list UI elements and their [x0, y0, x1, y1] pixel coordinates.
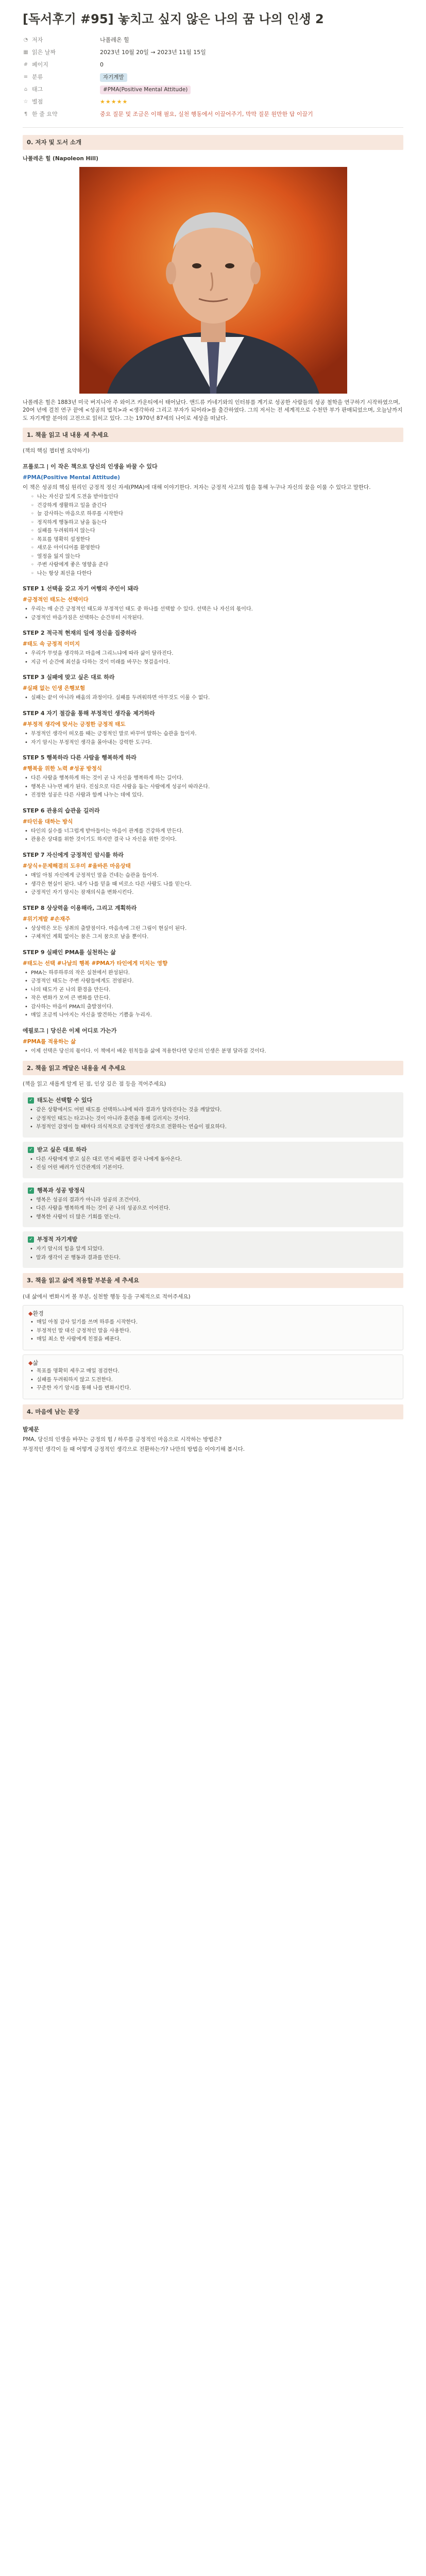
apply-block: [23, 1354, 403, 1399]
step-item: • 행복은 나누면 배가 된다. 진심으로 다른 사람을 돕는 사람에게 성공이 따라온다.: [23, 784, 403, 791]
step-item: • 상상력은 모든 성취의 출발점이다. 마음속에 그린 그림이 현실이 된다.: [23, 925, 403, 933]
apply-intro: (내 삶에서 변화시켜 볼 부분, 실천할 행동 등을 구체적으로 적어주세요): [23, 1293, 191, 1300]
check-icon: ✓: [28, 1147, 34, 1153]
properties: [23, 35, 403, 121]
property-value: [100, 110, 403, 118]
learn-item: • 진심 어린 배려가 인간관계의 기본이다.: [28, 1164, 398, 1172]
property-value: [100, 36, 403, 44]
property-name: [23, 61, 100, 69]
step-list: [23, 731, 403, 747]
step-item: • 구체적인 계획 없이는 꿈은 그저 꿈으로 남을 뿐이다.: [23, 934, 403, 941]
learn-item: • 자기 암시의 힘을 알게 되었다.: [28, 1246, 398, 1253]
apply-title: [28, 1310, 398, 1318]
learn-title: [28, 1187, 398, 1195]
pma-item: ◦ 주변 사람에게 좋은 영향을 준다: [23, 562, 403, 569]
author-photo: [79, 167, 347, 394]
property-name: [23, 98, 100, 106]
apply-title-text: 환경: [32, 1310, 44, 1317]
section-learn: 2. 책을 읽고 깨달은 내용을 세 추세요: [23, 1061, 403, 1076]
step-tag: #타인을 대하는 방식: [23, 818, 73, 825]
apply-items: [28, 1319, 398, 1344]
step-title: STEP 2 적극적 현재의 일에 정신을 집중하라: [23, 630, 137, 637]
property-label: 분류: [32, 74, 43, 81]
pma-item: ◦ 열정을 잃지 않는다: [23, 553, 403, 561]
learn-callout: [23, 1182, 403, 1227]
step-title: STEP 5 행복하라 다른 사람을 행복하게 하라: [23, 754, 137, 761]
author-bio: 나폴레온 힐은 1883년 미국 버지니아 주 와이즈 카운티에서 태어났다. 앤드류 카네기와의 인터뷰를 계기로 성공한 사람들의 성공 철학을 연구하기 시작하였으며, 20여 년에 걸친 연구 끝에 <성공의 법칙>과 <생각하라 그리고 부자가 되어라>를 출간하였다. 그의 저서는 전 세계적으로 수천만 부가 판매되었으며, 오늘날까지도 자기계발 분야의 고전으로 읽히고 있다. 그는 1970년 87세의 나이로 세상을 떠났다.: [23, 399, 403, 421]
steps: [23, 585, 403, 1020]
learn-item: • 다른 사람을 행복하게 하는 것이 곧 나의 성공으로 이어진다.: [28, 1205, 398, 1213]
property-text: 나폴레온 힐: [100, 37, 129, 44]
step-item: • 작은 변화가 모여 큰 변화를 만든다.: [23, 995, 403, 1003]
property-label: 읽은 날짜: [32, 49, 56, 56]
apply-list: [23, 1305, 403, 1399]
step-title: STEP 7 자신에게 긍정적인 암시를 하라: [23, 851, 124, 858]
property-name: [23, 86, 100, 94]
learn-item: • 같은 상황에서도 어떤 태도를 선택하느냐에 따라 결과가 달라진다는 것을 깨달았다.: [28, 1107, 398, 1114]
category-tag[interactable]: 자기계발: [100, 73, 127, 82]
learn-callout: [23, 1142, 403, 1178]
property-label: 저자: [32, 37, 43, 44]
tag-icon: ⌂: [24, 87, 28, 93]
author-title: 나폴레온 힐 (Napoleon Hill): [23, 155, 98, 162]
learn-callout: [23, 1231, 403, 1268]
property-row: [23, 109, 403, 121]
step-tag: #태도 속 긍정적 이미지: [23, 641, 80, 648]
property-name: [23, 48, 100, 57]
step-list: [23, 650, 403, 666]
apply-item: • 매일 최소 한 사람에게 친절을 베푼다.: [28, 1336, 398, 1344]
pma-item: ◦ 정직하게 행동하고 남을 돕는다: [23, 519, 403, 527]
property-name: [23, 36, 100, 44]
property-text: 0: [100, 61, 104, 69]
property-value: [100, 98, 403, 106]
step-list: [23, 925, 403, 941]
property-name: [23, 73, 100, 81]
check-icon: ✓: [28, 1236, 34, 1243]
property-value: [100, 61, 403, 69]
step-item: • 생각은 현실이 된다. 내가 나를 믿을 때 비로소 다른 사람도 나를 믿는다.: [23, 881, 403, 889]
pma-item: ◦ 실패를 두려워하지 않는다: [23, 528, 403, 535]
property-value: [100, 73, 403, 82]
prologue-title: 프롤로그 | 이 작은 책으로 당신의 인생을 바꿀 수 있다: [23, 463, 158, 470]
step-item: • 부정적인 생각이 떠오를 때는 긍정적인 말로 바꾸어 말하는 습관을 들이자.: [23, 731, 403, 738]
learn-item: • 긍정적인 태도는 타고나는 것이 아니라 훈련을 통해 길러지는 것이다.: [28, 1115, 398, 1123]
learn-title-text: 받고 싶은 대로 하라: [37, 1146, 87, 1153]
learn-callout: [23, 1092, 403, 1137]
property-value: [100, 48, 403, 57]
step-item: • 지금 이 순간에 최선을 다하는 것이 미래를 바꾸는 첫걸음이다.: [23, 659, 403, 667]
step-item: • 우리는 매 순간 긍정적인 태도와 부정적인 태도 중 하나를 선택할 수 있다. 선택은 나 자신의 몫이다.: [23, 606, 403, 614]
learn-item: • 행복한 사람이 더 많은 기회를 얻는다.: [28, 1214, 398, 1222]
step-item: • 우리가 무엇을 생각하고 마음에 그리느냐에 따라 삶이 달라진다.: [23, 650, 403, 658]
property-label: 태그: [32, 86, 43, 93]
step-item: • PMA는 하루하루의 작은 실천에서 완성된다.: [23, 970, 403, 977]
summary-text: 중요 질문 및 조금은 이해 필요, 실천 행동에서 이끌어주기, 막막 질문 원만한 답 이끌기: [100, 111, 313, 118]
pma-item: ◦ 나는 항상 최선을 다한다: [23, 570, 403, 578]
property-row: [23, 84, 403, 96]
pma-list: [23, 494, 403, 578]
epilogue-title: 에필로그 | 당신은 이제 어디로 가는가: [23, 1027, 117, 1034]
apply-item: • 매일 아침 감사 일기를 쓰며 하루를 시작한다.: [28, 1319, 398, 1327]
check-icon: ✓: [28, 1188, 34, 1194]
learn-title-text: 태도는 선택할 수 있다: [37, 1097, 93, 1104]
step-tag: #실패 없는 인생 은행보험: [23, 685, 86, 692]
learn-title-text: 행복과 성공 방정식: [37, 1187, 85, 1194]
closing: [23, 1426, 403, 1453]
rating-stars: ★★★★★: [100, 98, 128, 106]
property-row: [23, 59, 403, 72]
person-icon: ◔: [23, 37, 28, 43]
property-label: 한 줄 요약: [32, 111, 58, 118]
step-item: • 매일 아침 자신에게 긍정적인 말을 건네는 습관을 들이자.: [23, 872, 403, 880]
text-icon: ¶: [24, 111, 28, 117]
step-title: STEP 6 관용의 습관을 길러라: [23, 807, 100, 814]
property-row: [23, 35, 403, 47]
section-apply: 3. 책을 읽고 삶에 적용할 부분을 세 추세요: [23, 1273, 403, 1288]
check-icon: ✓: [28, 1097, 34, 1104]
step-list: [23, 606, 403, 622]
step-tag: #부정적 생각에 맞서는 긍정한 긍정적 태도: [23, 721, 126, 727]
step-tag: #위기계발 #손재주: [23, 916, 71, 922]
learn-items: [28, 1156, 398, 1172]
step-item: • 자기 암시는 부정적인 생각을 몰아내는 강력한 도구다.: [23, 739, 403, 747]
step-list: [23, 970, 403, 1020]
pma-item: ◦ 나는 자신감 있게 도전을 받아들인다: [23, 494, 403, 501]
apply-item: • 실패를 두려워하지 않고 도전한다.: [28, 1377, 398, 1384]
learn-item: • 다른 사람에게 받고 싶은 대로 먼저 베풀면 결국 나에게 돌아온다.: [28, 1156, 398, 1164]
step-list: [23, 872, 403, 897]
apply-item: • 부정적인 말 대신 긍정적인 말을 사용한다.: [28, 1328, 398, 1335]
step-item: • 긍정적인 자기 암시는 잠재의식을 변화시킨다.: [23, 889, 403, 897]
star-icon: ☆: [23, 99, 28, 105]
property-row: [23, 47, 403, 59]
closing-text: PMA, 당신의 인생을 바꾸는 긍정의 힘 / 하루를 긍정적인 마음으로 시작하는 방법은?: [23, 1436, 222, 1443]
calendar-icon: ▦: [23, 49, 28, 56]
step-title: STEP 8 상상력을 이용해라, 그리고 계획하라: [23, 904, 137, 911]
step-tag: #긍정적인 태도는 선택이다: [23, 596, 89, 603]
learn-items: [28, 1197, 398, 1222]
section-quote: 4. 마음에 남는 문장: [23, 1404, 403, 1419]
learn-item: • 행복은 성공의 결과가 아니라 성공의 조건이다.: [28, 1197, 398, 1205]
apply-items: [28, 1368, 398, 1393]
pma-tag: #PMA(Positive Mental Attitude): [23, 474, 120, 481]
step-tag: #행복을 위한 노력 #성공 방정식: [23, 766, 102, 772]
learn-intro: (책을 읽고 새롭게 알게 된 점, 인상 깊은 점 등을 적어주세요): [23, 1081, 166, 1088]
step-item: • 감사하는 마음이 PMA의 출발점이다.: [23, 1004, 403, 1011]
learn-title: [28, 1096, 398, 1105]
learn-items: [28, 1246, 398, 1262]
property-text: 2023년 10월 20일 → 2023년 11월 15일: [100, 49, 206, 56]
section-summary: 1. 책을 읽고 내 내용 세 추세요: [23, 428, 403, 443]
property-value[interactable]: [100, 86, 403, 94]
epilogue-list: [23, 1048, 403, 1056]
summary-intro: (책의 핵심 챕터별 요약하기): [23, 448, 90, 454]
step-list: [23, 775, 403, 800]
step-title: STEP 4 자기 절감을 통해 부정적인 생각을 제거하라: [23, 709, 155, 717]
learn-item: • 말과 생각이 곧 행동과 결과를 만든다.: [28, 1255, 398, 1262]
step-item: • 진정한 성공은 다른 사람과 함께 나누는 데에 있다.: [23, 792, 403, 800]
learn-title: [28, 1146, 398, 1154]
learn-item: • 부정적인 감정이 들 때마다 의식적으로 긍정적인 생각으로 전환하는 연습이 필요하다.: [28, 1124, 398, 1131]
learn-title-text: 부정적 자기계발: [37, 1236, 78, 1243]
property-label: 별점: [32, 98, 43, 106]
section-author: 0. 저자 및 도서 소개: [23, 135, 403, 150]
pma-item: ◦ 새로운 아이디어를 환영한다: [23, 545, 403, 552]
step-item: • 나의 태도가 곧 나의 환경을 만든다.: [23, 987, 403, 994]
step-tag: #상식+문제해결의 도우미 #올바른 마음상태: [23, 862, 131, 869]
step-item: • 관용은 상대를 위한 것이기도 하지만 결국 나 자신을 위한 것이다.: [23, 836, 403, 844]
step-title: STEP 1 선택을 갖고 자기 여행의 주인이 돼라: [23, 585, 139, 592]
property-label: 페이지: [32, 61, 48, 69]
pma-text: 이 책은 성공의 핵심 원리인 긍정적 정신 자세(PMA)에 대해 이야기한다. 저자는 긍정적 사고의 힘을 통해 누구나 자신의 꿈을 이룰 수 있다고 말한다.: [23, 484, 371, 490]
step-item: • 실패는 끝이 아니라 배움의 과정이다. 실패를 두려워하면 아무것도 이룰 수 없다.: [23, 694, 403, 702]
closing-text-2: 부정적인 생각이 들 때 어떻게 긍정적인 생각으로 전환하는가? 나만의 방법을 이야기해 봅시다.: [23, 1446, 245, 1452]
step-list: [23, 828, 403, 844]
hashtag[interactable]: #PMA(Positive Mental Attitude): [100, 86, 191, 94]
learn-title: [28, 1235, 398, 1244]
step-item: • 매일 조금씩 나아지는 자신을 발견하는 기쁨을 누리자.: [23, 1012, 403, 1020]
divider: [23, 127, 403, 128]
apply-title-text: 삶: [32, 1359, 39, 1366]
step-title: STEP 9 실패인 PMA를 실천하는 삶: [23, 948, 116, 956]
closing-label: 발제문: [23, 1426, 39, 1433]
step-item: • 타인의 실수를 너그럽게 받아들이는 마음이 관계를 건강하게 만든다.: [23, 828, 403, 836]
apply-item: • 꾸준한 자기 암시를 통해 나를 변화시킨다.: [28, 1385, 398, 1393]
epilogue-tag: #PMA를 적용하는 삶: [23, 1038, 76, 1045]
epilogue-item: • 이제 선택은 당신의 몫이다. 이 책에서 배운 원칙들을 삶에 적용한다면 당신의 인생은 분명 달라질 것이다.: [23, 1048, 403, 1056]
pma-item: ◦ 건강하게 생활하고 일을 즐긴다: [23, 502, 403, 510]
apply-title: [28, 1359, 398, 1367]
apply-item: • 목표를 명확히 세우고 매일 점검한다.: [28, 1368, 398, 1376]
step-tag: #태도는 선택 #나날의 행복 #PMA가 타인에게 미치는 영향: [23, 960, 168, 967]
step-item: • 긍정적인 마음가짐은 선택하는 순간부터 시작된다.: [23, 615, 403, 622]
pin-icon: ◆: [28, 1359, 33, 1366]
property-row: [23, 96, 403, 109]
step-title: STEP 3 실패에 맞고 싶은 대로 하라: [23, 674, 115, 681]
pma-item: ◦ 늘 감사하는 마음으로 하루를 시작한다: [23, 511, 403, 518]
apply-block: [23, 1305, 403, 1350]
list-icon: ≡: [23, 74, 28, 80]
learn-items: [28, 1107, 398, 1131]
step-item: • 긍정적인 태도는 주변 사람들에게도 전염된다.: [23, 978, 403, 986]
property-name: [23, 110, 100, 118]
property-row: [23, 72, 403, 84]
page-title: [독서후기 #95] 놓치고 싶지 않은 나의 꿈 나의 인생 2: [23, 12, 324, 26]
pin-icon: ◆: [28, 1310, 33, 1317]
hash-icon: #: [23, 62, 28, 68]
learn-list: [23, 1092, 403, 1268]
step-item: • 다른 사람을 행복하게 하는 것이 곧 나 자신을 행복하게 하는 길이다.: [23, 775, 403, 783]
step-list: [23, 694, 403, 702]
pma-item: ◦ 목표를 명확히 설정한다: [23, 536, 403, 544]
